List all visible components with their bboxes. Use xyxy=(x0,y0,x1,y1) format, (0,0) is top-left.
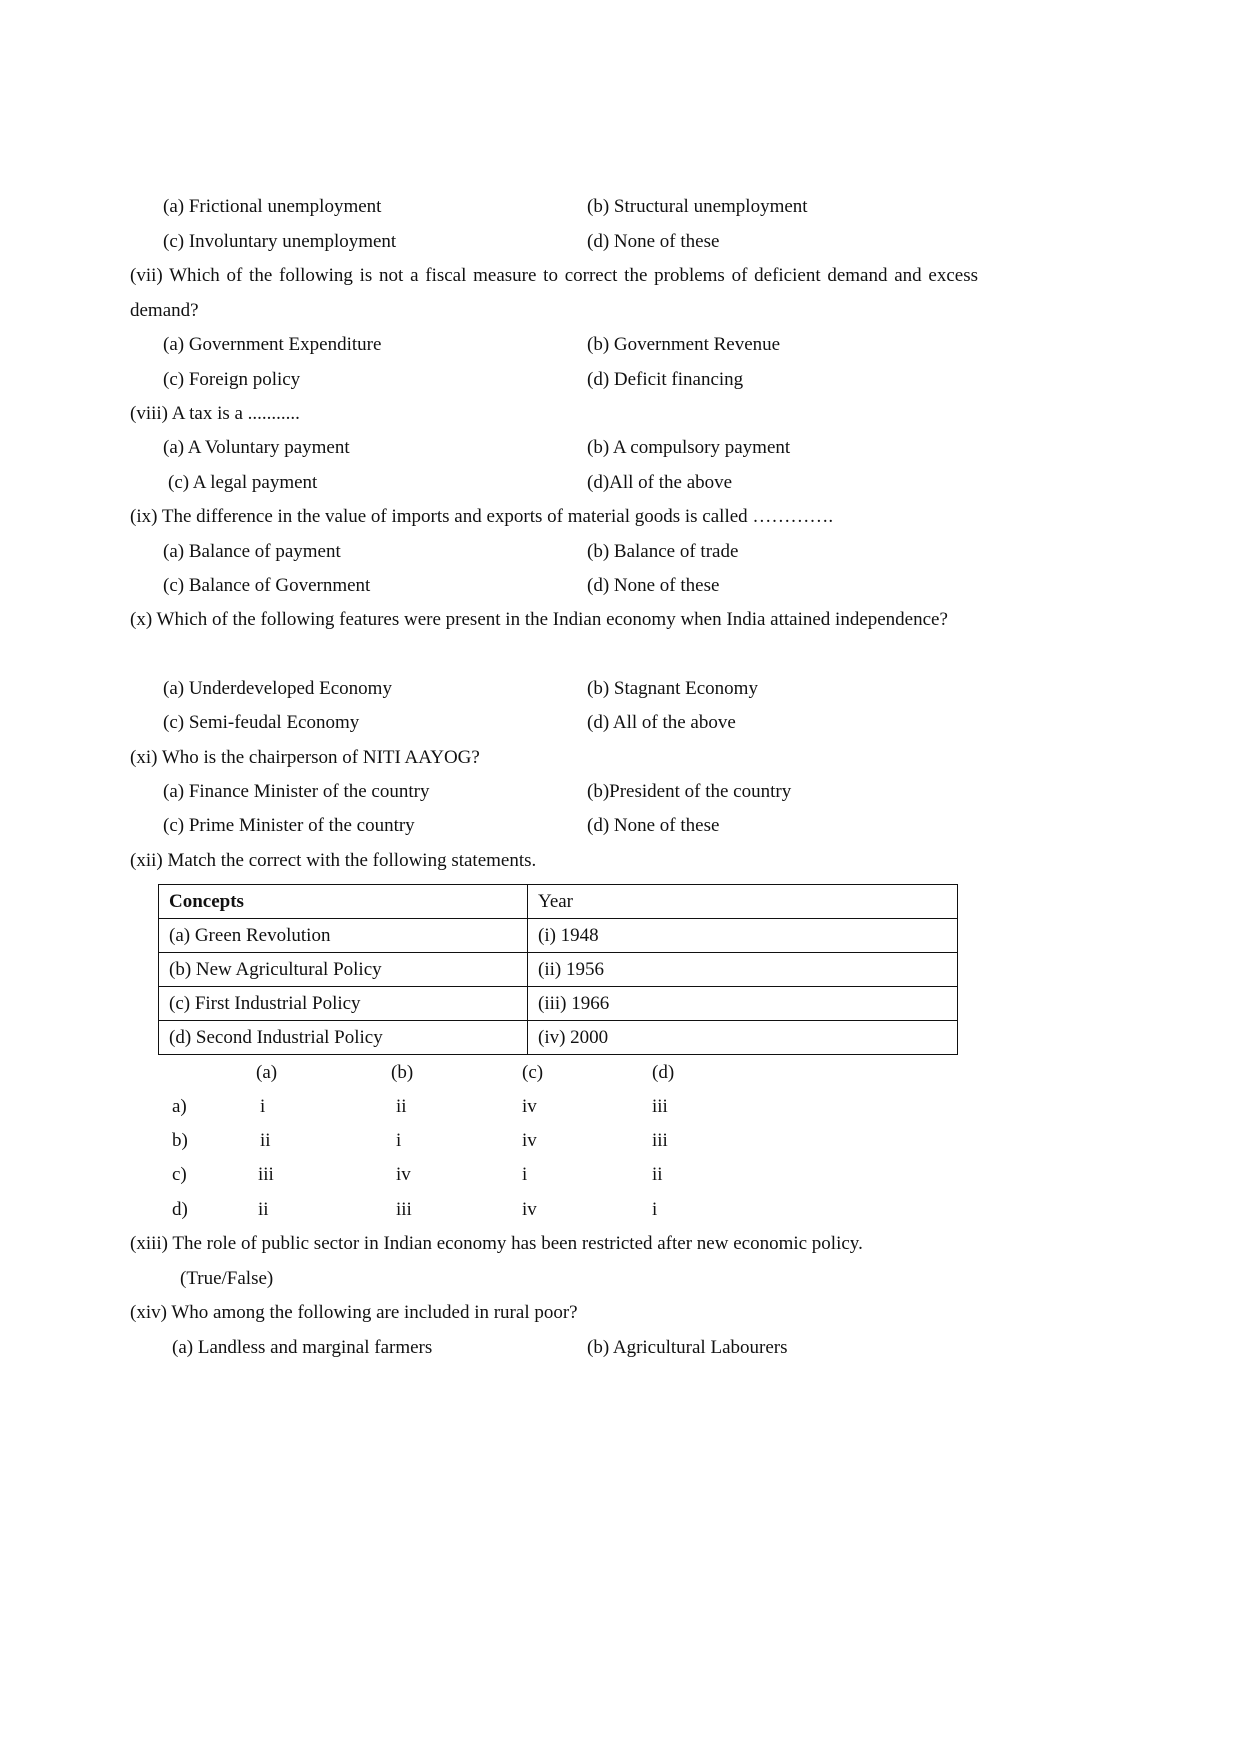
grid-cell: iii xyxy=(258,1164,274,1185)
option-d: (d)All of the above xyxy=(587,472,733,493)
grid-row-label: d) xyxy=(172,1199,188,1220)
grid-cell: iii xyxy=(652,1130,668,1151)
option-b: (b) A compulsory payment xyxy=(587,437,791,458)
table-row xyxy=(159,1021,958,1055)
grid-row-label: b) xyxy=(172,1130,188,1151)
option-a: (a) Underdeveloped Economy xyxy=(163,678,392,699)
question-xii: (xii) Match the correct with the following statements. xyxy=(130,850,537,871)
grid-cell: ii xyxy=(396,1096,407,1117)
table-cell: (iv) 2000 xyxy=(528,1021,958,1055)
grid-cell: i xyxy=(652,1199,658,1220)
question-x: (x) Which of the following features were present in the Indian economy when India attained independence? xyxy=(130,609,948,630)
grid-cell: ii xyxy=(652,1164,663,1185)
grid-header: (b) xyxy=(391,1062,414,1083)
grid-cell: iv xyxy=(522,1130,537,1151)
option-c: (c) Foreign policy xyxy=(163,369,301,390)
grid-cell: iv xyxy=(396,1164,411,1185)
question-vii: (vii) Which of the following is not a fiscal measure to correct the problems of deficient demand and excess demand? xyxy=(130,265,978,321)
grid-cell: iv xyxy=(522,1096,537,1117)
option-d: (d) All of the above xyxy=(587,712,736,733)
table-cell: (ii) 1956 xyxy=(528,953,958,987)
option-c: (c) Prime Minister of the country xyxy=(163,815,415,836)
option-b: (b)President of the country xyxy=(587,781,792,802)
option-b: (b) Government Revenue xyxy=(587,334,781,355)
table-row xyxy=(159,987,958,1021)
grid-cell: iii xyxy=(652,1096,668,1117)
table-cell: (i) 1948 xyxy=(528,919,958,953)
grid-cell: ii xyxy=(258,1199,269,1220)
table-row xyxy=(159,919,958,953)
option-d: (d) None of these xyxy=(587,815,720,836)
grid-cell: i xyxy=(396,1130,402,1151)
table-header-year: Year xyxy=(528,885,958,919)
option-d: (d) None of these xyxy=(587,575,720,596)
grid-cell: i xyxy=(260,1096,266,1117)
option-a: (a) Balance of payment xyxy=(163,541,341,562)
table-cell: (b) New Agricultural Policy xyxy=(159,953,528,987)
question-xiii: (xiii) The role of public sector in Indian economy has been restricted after new economic policy. xyxy=(130,1233,863,1254)
true-false-hint: (True/False) xyxy=(180,1268,274,1289)
question-viii: (viii) A tax is a ........... xyxy=(130,403,300,424)
question-ix: (ix) The difference in the value of imports and exports of material goods is called …………. xyxy=(130,506,834,527)
grid-cell: iii xyxy=(396,1199,412,1220)
option-b: (b) Agricultural Labourers xyxy=(587,1337,788,1358)
option-c: (c) Involuntary unemployment xyxy=(163,231,397,252)
option-a: (a) Finance Minister of the country xyxy=(163,781,430,802)
option-a: (a) Government Expenditure xyxy=(163,334,382,355)
grid-cell: i xyxy=(522,1164,528,1185)
option-b: (b) Structural unemployment xyxy=(587,196,808,217)
option-a: (a) A Voluntary payment xyxy=(163,437,350,458)
option-a: (a) Landless and marginal farmers xyxy=(172,1337,433,1358)
question-xi: (xi) Who is the chairperson of NITI AAYOG? xyxy=(130,747,480,768)
table-header-row xyxy=(159,885,958,919)
question-xiv: (xiv) Who among the following are included in rural poor? xyxy=(130,1302,578,1323)
grid-header: (d) xyxy=(652,1062,675,1083)
grid-row-label: a) xyxy=(172,1096,187,1117)
option-b: (b) Stagnant Economy xyxy=(587,678,758,699)
option-c: (c) A legal payment xyxy=(168,472,318,493)
table-cell: (iii) 1966 xyxy=(528,987,958,1021)
grid-header: (c) xyxy=(522,1062,544,1083)
table-cell: (a) Green Revolution xyxy=(159,919,528,953)
option-d: (d) None of these xyxy=(587,231,720,252)
grid-header: (a) xyxy=(256,1062,278,1083)
option-c: (c) Semi-feudal Economy xyxy=(163,712,360,733)
grid-cell: iv xyxy=(522,1199,537,1220)
option-a: (a) Frictional unemployment xyxy=(163,196,382,217)
option-c: (c) Balance of Government xyxy=(163,575,371,596)
table-row xyxy=(159,953,958,987)
table-cell: (c) First Industrial Policy xyxy=(159,987,528,1021)
option-b: (b) Balance of trade xyxy=(587,541,739,562)
option-d: (d) Deficit financing xyxy=(587,369,744,390)
table-cell: (d) Second Industrial Policy xyxy=(159,1021,528,1055)
grid-cell: ii xyxy=(260,1130,271,1151)
match-table xyxy=(158,884,958,1055)
table-header-concepts: Concepts xyxy=(159,885,528,919)
grid-row-label: c) xyxy=(172,1164,187,1185)
